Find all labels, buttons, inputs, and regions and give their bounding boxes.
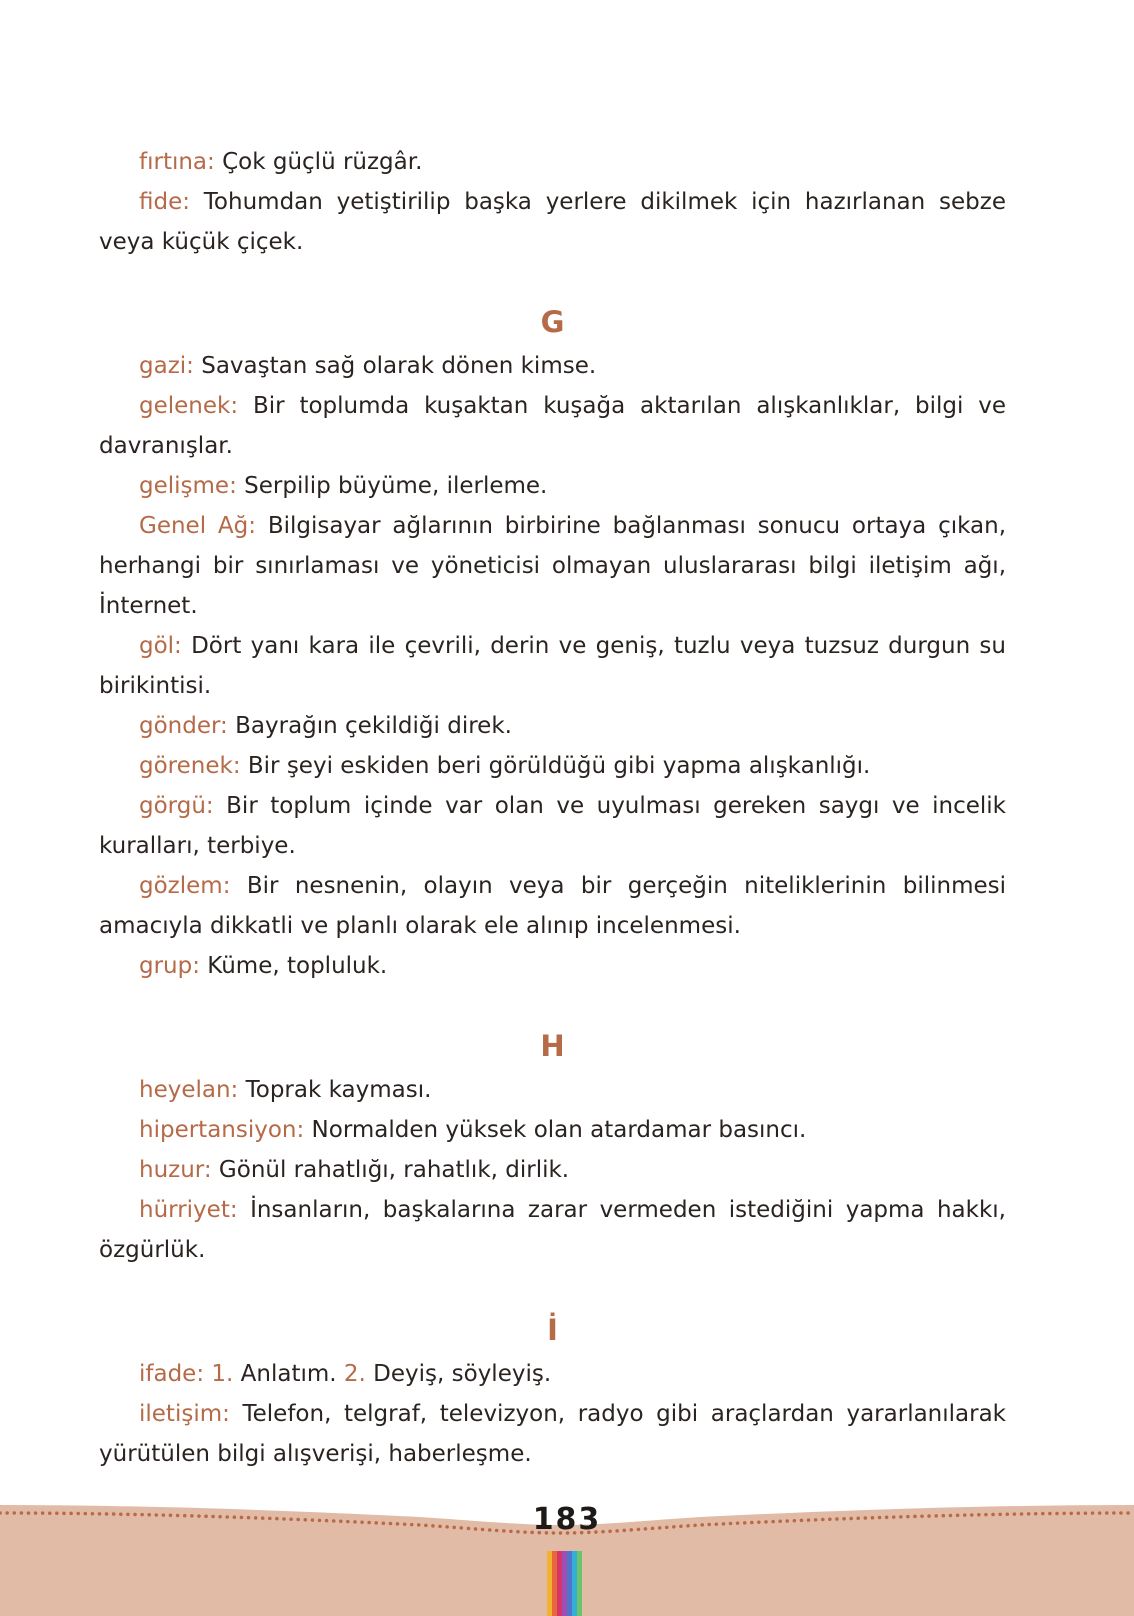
definition: Gönül rahatlığı, rahatlık, dirlik. (211, 1157, 570, 1183)
definition: Çok güçlü rüzgâr. (214, 149, 423, 175)
glossary-entry-gelisme (99, 466, 1006, 506)
term: gazi: (139, 353, 194, 379)
glossary-content (99, 142, 1006, 1474)
term: hürriyet: (139, 1197, 238, 1223)
definition: Anlatım. (233, 1361, 344, 1387)
glossary-entry-genel-ag (99, 506, 1006, 626)
term: heyelan: (139, 1077, 239, 1103)
definition: Bilgisayar ağlarının birbirine bağlanması sonucu ortaya çıkan, herhangi bir sınırlaması ve yöneticisi olmayan uluslararası bilgi iletişim ağı, İnternet. (99, 513, 1007, 619)
definition: Tohumdan yetiştirilip başka yerlere dikilmek için hazırlanan sebze veya küçük çiçek. (99, 189, 1006, 255)
term: huzur: (139, 1157, 212, 1183)
definition: Telefon, telgraf, televizyon, radyo gibi araçlardan yararlanılarak yürütülen bilgi alışverişi, haberleşme. (99, 1401, 1006, 1467)
glossary-entry-gozlem (99, 866, 1006, 946)
term: göl: (139, 633, 182, 659)
definition: Bir şeyi eskiden beri görüldüğü gibi yapma alışkanlığı. (240, 753, 871, 779)
term: gelişme: (139, 473, 237, 499)
definition: Bir toplumda kuşaktan kuşağa aktarılan alışkanlıklar, bilgi ve davranışlar. (99, 393, 1006, 459)
term: fide: (139, 189, 190, 215)
definition: Savaştan sağ olarak dönen kimse. (193, 353, 597, 379)
definition: Normalden yüksek olan atardamar basıncı. (304, 1117, 807, 1143)
definition: Serpilip büyüme, ilerleme. (236, 473, 548, 499)
definition: Bayrağın çekildiği direk. (227, 713, 512, 739)
sense-number: 1. (211, 1361, 234, 1387)
term: fırtına: (139, 149, 215, 175)
term: Genel Ağ: (139, 513, 256, 539)
definition: Deyiş, söyleyiş. (365, 1361, 552, 1387)
glossary-entry-fide (99, 182, 1006, 262)
term: gönder: (139, 713, 228, 739)
definition: Bir toplum içinde var olan ve uyulması gereken saygı ve incelik kuralları, terbiye. (99, 793, 1006, 859)
term: görgü: (139, 793, 214, 819)
term: iletişim: (139, 1401, 230, 1427)
term: görenek: (139, 753, 241, 779)
glossary-entry-gonder (99, 706, 1006, 746)
definition: Toprak kayması. (238, 1077, 432, 1103)
sense-number: 2. (343, 1361, 366, 1387)
glossary-entry-gol (99, 626, 1006, 706)
term: ifade: (139, 1361, 205, 1387)
glossary-entry-gazi (99, 346, 1006, 386)
page-number: 183 (532, 1502, 602, 1537)
section-letter-i: İ (547, 1313, 558, 1347)
glossary-entry-gorenek (99, 746, 1006, 786)
term: grup: (139, 953, 200, 979)
glossary-entry-heyelan (99, 1070, 1006, 1110)
glossary-entry-hurriyet (99, 1190, 1006, 1270)
glossary-entry-gorgu (99, 786, 1006, 866)
book-spine-stripes (547, 1551, 582, 1616)
glossary-entry-huzur (99, 1150, 1006, 1190)
term: gelenek: (139, 393, 239, 419)
term: hipertansiyon: (139, 1117, 305, 1143)
glossary-entry-ifade (99, 1354, 1006, 1394)
glossary-entry-hipertansiyon (99, 1110, 1006, 1150)
section-letter-g: G (540, 305, 565, 339)
definition: Küme, topluluk. (199, 953, 388, 979)
definition: Bir nesnenin, olayın veya bir gerçeğin niteliklerinin bilinmesi amacıyla dikkatli ve planlı olarak ele alınıp incelenmesi. (99, 873, 1006, 939)
definition: İnsanların, başkalarına zarar vermeden istediğini yapma hakkı, özgürlük. (99, 1197, 1006, 1263)
glossary-entry-firtina (99, 142, 1006, 182)
definition: Dört yanı kara ile çevrili, derin ve geniş, tuzlu veya tuzsuz durgun su birikintisi. (99, 633, 1006, 699)
glossary-entry-iletisim (99, 1394, 1006, 1474)
section-letter-h: H (540, 1029, 565, 1063)
glossary-entry-gelenek (99, 386, 1006, 466)
term: gözlem: (139, 873, 231, 899)
glossary-entry-grup (99, 946, 1006, 986)
